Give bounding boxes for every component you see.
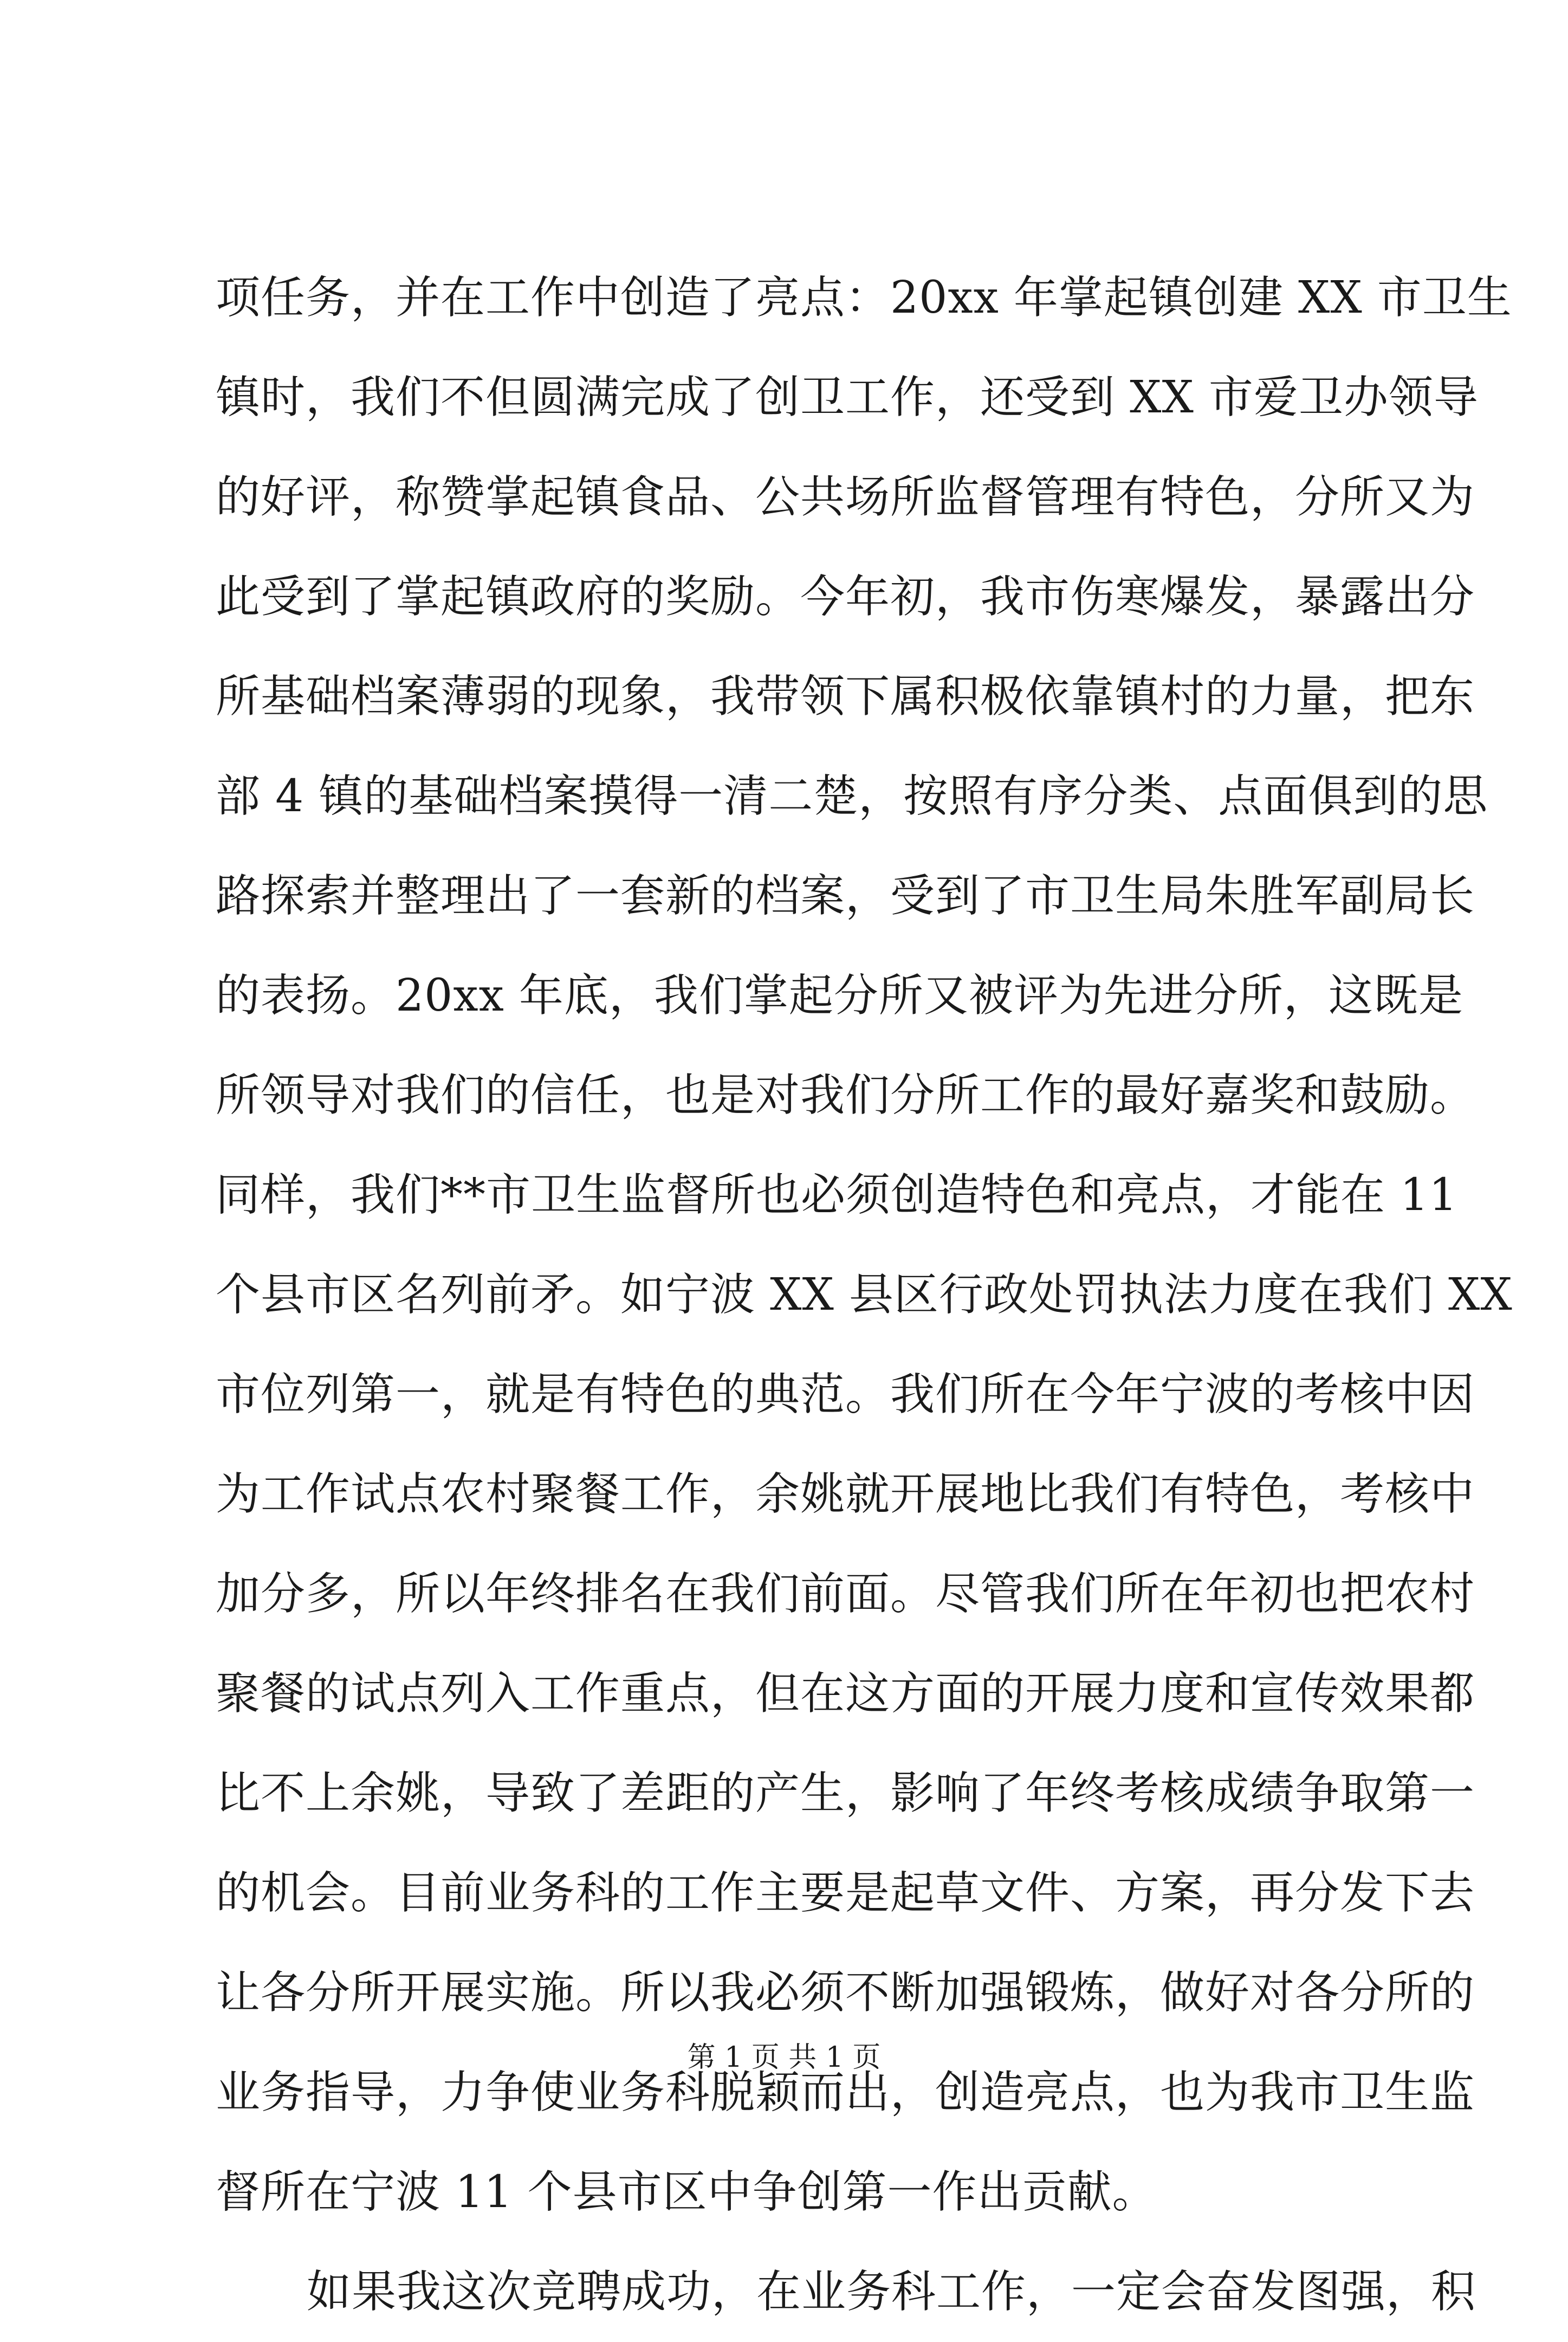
text-line: 加分多，所以年终排名在我们前面。尽管我们所在年初也把农村 — [216, 1568, 1475, 1620]
text-line: 让各分所开展实施。所以我必须不断加强锻炼，做好对各分所的 — [216, 1967, 1475, 2018]
text-line: 此受到了掌起镇政府的奖励。今年初，我市伤寒爆发，暴露出分 — [216, 571, 1475, 623]
text-line: 督所在宁波 11 个县市区中争创第一作出贡献。 — [216, 2166, 1157, 2218]
text-line: 聚餐的试点列入工作重点，但在这方面的开展力度和宣传效果都 — [216, 1668, 1475, 1719]
text-line: 同样，我们**市卫生监督所也必须创造特色和亮点，才能在 11 — [216, 1169, 1458, 1221]
text-line: 所领导对我们的信任，也是对我们分所工作的最好嘉奖和鼓励。 — [216, 1070, 1475, 1121]
text-line: 市位列第一，就是有特色的典范。我们所在今年宁波的考核中因 — [216, 1369, 1475, 1420]
page-footer: 第 1 页 共 1 页 — [687, 2041, 881, 2074]
text-line: 部 4 镇的基础档案摸得一清二楚，按照有序分类、点面俱到的思 — [216, 771, 1488, 822]
text-line: 所基础档案薄弱的现象，我带领下属积极依靠镇村的力量，把东 — [216, 671, 1475, 722]
text-line: 个县市区名列前矛。如宁波 XX 县区行政处罚执法力度在我们 XX — [216, 1269, 1513, 1321]
text-line: 的表扬。20xx 年底，我们掌起分所又被评为先进分所，这既是 — [216, 970, 1463, 1021]
text-line: 的机会。目前业务科的工作主要是起草文件、方案，再分发下去 — [216, 1867, 1475, 1919]
text-line: 的好评，称赞掌起镇食品、公共场所监督管理有特色，分所又为 — [216, 471, 1475, 523]
text-line: 项任务，并在工作中创造了亮点：20xx 年掌起镇创建 XX 市卫生 — [216, 272, 1512, 324]
text-line: 比不上余姚，导致了差距的产生，影响了年终考核成绩争取第一 — [216, 1768, 1475, 1819]
text-line: 镇时，我们不但圆满完成了创卫工作，还受到 XX 市爱卫办领导 — [216, 372, 1479, 423]
text-line: 为工作试点农村聚餐工作，余姚就开展地比我们有特色，考核中 — [216, 1468, 1475, 1520]
body-text — [216, 248, 1513, 2342]
paragraph-first-line: 如果我这次竞聘成功，在业务科工作，一定会奋发图强，积 — [307, 2266, 1476, 2318]
text-line: 业务指导，力争使业务科脱颖而出，创造亮点，也为我市卫生监 — [216, 2067, 1475, 2118]
text-line: 路探索并整理出了一套新的档案，受到了市卫生局朱胜军副局长 — [216, 870, 1475, 922]
